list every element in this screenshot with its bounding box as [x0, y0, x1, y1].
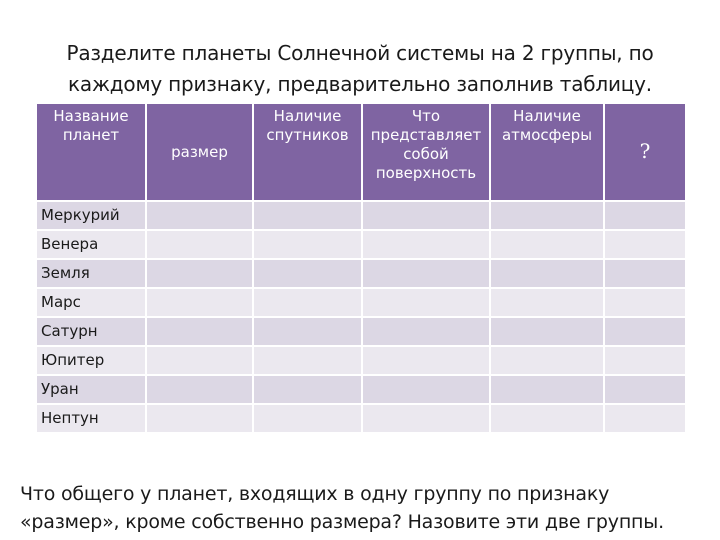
- header-planet-name-line-1: Название: [53, 107, 129, 125]
- table-cell[interactable]: [361, 405, 489, 434]
- planet-name: Сатурн: [37, 318, 145, 347]
- table-row: [37, 260, 685, 289]
- table-cell[interactable]: [489, 405, 603, 434]
- table-row: [37, 376, 685, 405]
- header-planet-name: [37, 104, 145, 202]
- header-size: [145, 104, 252, 202]
- planets-table: [37, 104, 685, 434]
- planet-name: Нептун: [37, 405, 145, 434]
- planet-name: Земля: [37, 260, 145, 289]
- table-row: [37, 405, 685, 434]
- table-cell[interactable]: [489, 318, 603, 347]
- planet-name: Меркурий: [37, 202, 145, 231]
- table-cell[interactable]: [252, 347, 361, 376]
- question-text: [20, 480, 710, 536]
- table-cell[interactable]: [489, 231, 603, 260]
- header-satellites: [252, 104, 361, 202]
- table-cell[interactable]: [252, 376, 361, 405]
- question-line-1: Что общего у планет, входящих в одну группу по признаку: [20, 483, 610, 505]
- table-cell[interactable]: [603, 376, 685, 405]
- table-cell[interactable]: [252, 289, 361, 318]
- table-cell[interactable]: [145, 260, 252, 289]
- header-planet-name-line-2: планет: [62, 126, 120, 144]
- table-cell[interactable]: [145, 202, 252, 231]
- table-cell[interactable]: [603, 260, 685, 289]
- slide-title: [40, 38, 680, 100]
- title-line-1: Разделите планеты Солнечной системы на 2 группы, по: [66, 41, 654, 65]
- table-cell[interactable]: [145, 405, 252, 434]
- table-row: [37, 202, 685, 231]
- header-surface-line-3: собой: [403, 145, 449, 163]
- table-cell[interactable]: [145, 376, 252, 405]
- table-cell[interactable]: [361, 260, 489, 289]
- header-surface: [361, 104, 489, 202]
- header-surface-line-1: Что: [411, 107, 441, 125]
- table-cell[interactable]: [489, 347, 603, 376]
- header-surface-line-2: представляет: [370, 126, 482, 144]
- table-cell[interactable]: [603, 231, 685, 260]
- table-row: [37, 289, 685, 318]
- table-cell[interactable]: [252, 405, 361, 434]
- table-cell[interactable]: [489, 376, 603, 405]
- table-cell[interactable]: [361, 202, 489, 231]
- table-header-row: [37, 104, 685, 202]
- table-cell[interactable]: [361, 289, 489, 318]
- planet-name: Марс: [37, 289, 145, 318]
- header-satellites-line-2: спутников: [266, 126, 349, 144]
- table-cell[interactable]: [603, 289, 685, 318]
- planet-name: Уран: [37, 376, 145, 405]
- header-atmosphere-line-2: атмосферы: [501, 126, 593, 144]
- planet-name: Венера: [37, 231, 145, 260]
- table-cell[interactable]: [489, 260, 603, 289]
- table-cell[interactable]: [489, 202, 603, 231]
- table-cell[interactable]: [603, 347, 685, 376]
- table-cell[interactable]: [252, 231, 361, 260]
- table-cell[interactable]: [361, 231, 489, 260]
- header-size-label: размер: [171, 142, 228, 161]
- table-cell[interactable]: [489, 289, 603, 318]
- table-cell[interactable]: [252, 260, 361, 289]
- table-cell[interactable]: [252, 318, 361, 347]
- table-cell[interactable]: [145, 289, 252, 318]
- table-cell[interactable]: [145, 347, 252, 376]
- table-cell[interactable]: [603, 318, 685, 347]
- table-cell[interactable]: [252, 202, 361, 231]
- question-mark: ?: [639, 138, 651, 163]
- table-row: [37, 231, 685, 260]
- header-surface-line-4: поверхность: [375, 164, 477, 182]
- table-cell[interactable]: [603, 405, 685, 434]
- header-atmosphere-line-1: Наличие: [513, 107, 581, 125]
- header-atmosphere: [489, 104, 603, 202]
- table-row: [37, 347, 685, 376]
- table-cell[interactable]: [603, 202, 685, 231]
- table-row: [37, 318, 685, 347]
- header-unknown-criterion: [603, 104, 685, 202]
- table-cell[interactable]: [361, 318, 489, 347]
- table-cell[interactable]: [145, 231, 252, 260]
- table-cell[interactable]: [361, 347, 489, 376]
- header-satellites-line-1: Наличие: [273, 107, 342, 125]
- table-cell[interactable]: [145, 318, 252, 347]
- question-line-2: «размер», кроме собственно размера? Назовите эти две группы.: [20, 511, 664, 533]
- planet-name: Юпитер: [37, 347, 145, 376]
- title-line-2: каждому признаку, предварительно заполнив таблицу.: [68, 72, 652, 96]
- table-cell[interactable]: [361, 376, 489, 405]
